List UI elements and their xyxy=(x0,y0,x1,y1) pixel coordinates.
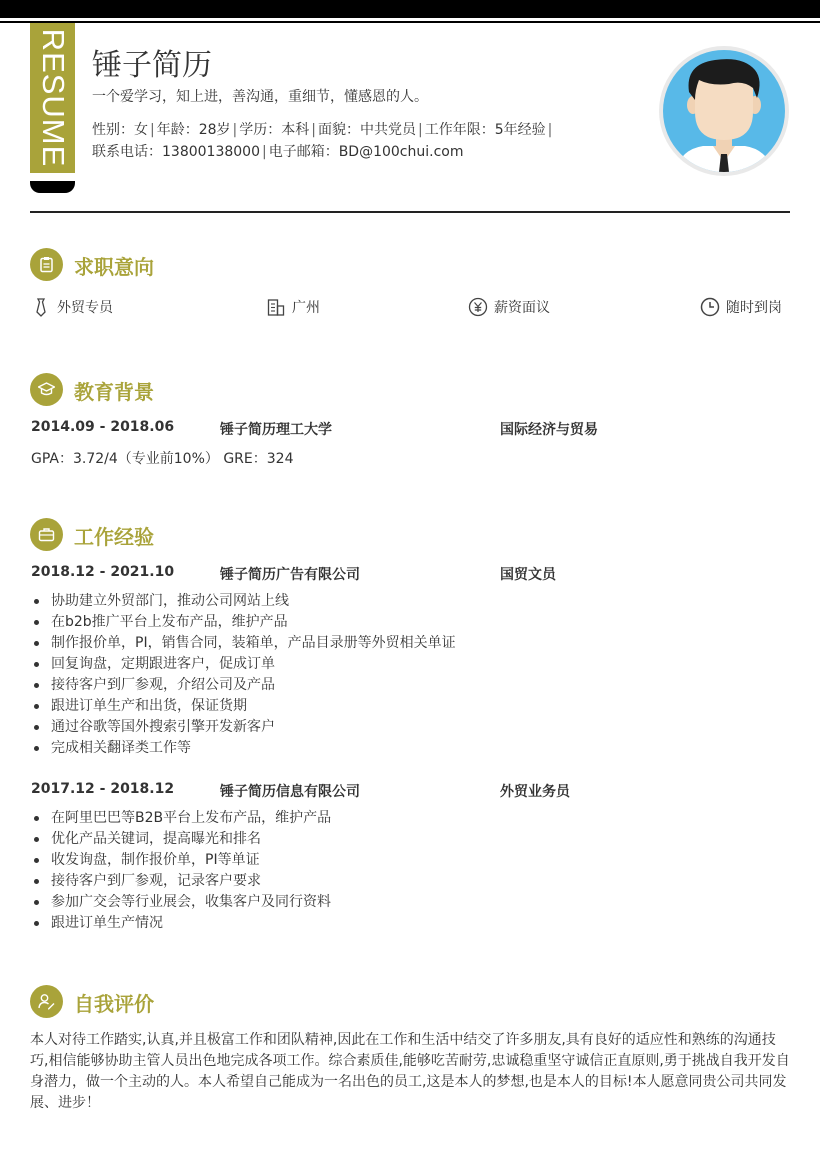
job-duties xyxy=(30,591,456,759)
list-item: 参加广交会等行业展会，收集客户及同行资料 xyxy=(30,892,331,913)
job-company: 锤子简历信息有限公司 xyxy=(220,784,360,800)
candidate-name: 锤子简历 xyxy=(92,48,212,83)
phone: 联系电话：13800138000 xyxy=(92,144,260,160)
briefcase-icon xyxy=(30,518,63,551)
intent-salary: 薪资面议 xyxy=(468,297,550,317)
list-item: 优化产品关键词，提高曝光和排名 xyxy=(30,829,331,850)
avatar xyxy=(659,46,789,176)
intent-city: 广州 xyxy=(266,297,320,317)
list-item: 制作报价单，PI，销售合同，装箱单，产品目录册等外贸相关单证 xyxy=(30,633,456,654)
job-date: 2018.12 - 2021.10 xyxy=(31,564,175,580)
clock-icon xyxy=(700,297,720,317)
list-item: 协助建立外贸部门，推动公司网站上线 xyxy=(30,591,456,612)
list-item: 在b2b推广平台上发布产品，维护产品 xyxy=(30,612,456,633)
top-rule xyxy=(0,21,820,23)
job-role: 外贸业务员 xyxy=(500,784,570,800)
resume-label: RESUME xyxy=(35,28,71,168)
yuan-icon xyxy=(468,297,488,317)
email: 电子邮箱：BD@100chui.com xyxy=(268,144,464,160)
list-item: 跟进订单生产和出货，保证货期 xyxy=(30,696,456,717)
job-date: 2017.12 - 2018.12 xyxy=(31,781,175,797)
list-item: 在阿里巴巴等B2B平台上发布产品，维护产品 xyxy=(30,808,331,829)
resume-tab xyxy=(30,23,75,173)
user-edit-icon xyxy=(30,985,63,1018)
list-item: 完成相关翻译类工作等 xyxy=(30,738,456,759)
graduation-cap-icon xyxy=(30,373,63,406)
list-item: 回复询盘，定期跟进客户，促成订单 xyxy=(30,654,456,675)
list-item: 接待客户到厂参观，介绍公司及产品 xyxy=(30,675,456,696)
resume-tab-cap xyxy=(30,181,75,193)
job-duties xyxy=(30,808,331,934)
job-company: 锤子简历广告有限公司 xyxy=(220,567,360,583)
list-item: 收发询盘，制作报价单，PI等单证 xyxy=(30,850,331,871)
list-item: 通过谷歌等国外搜索引擎开发新客户 xyxy=(30,717,456,738)
education-major: 国际经济与贸易 xyxy=(500,422,598,438)
political-status: 面貌：中共党员 xyxy=(317,122,416,138)
work-years: 工作年限：5年经验 xyxy=(424,122,546,138)
job-role: 国贸文员 xyxy=(500,567,556,583)
avatar-person-icon xyxy=(663,50,785,172)
section-label: 自我评价 xyxy=(74,992,154,1016)
self-evaluation-text: 本人对待工作踏实,认真,并且极富工作和团队精神,因此在工作和生活中结交了许多朋友,具有良好的适应性和熟练的沟通技巧,相信能够协助主管人员出色地完成各项工作。综合素质佳,能够吃苦耐劳,忠诚稳重坚守诚信正直原则,勇于挑战自我开发自身潜力，做一个主动的人。本人希望自己能成为一名出色的员工,这是本人的梦想,也是本人的目标!本人愿意同贵公司共同发展、进步！ xyxy=(30,1032,790,1111)
list-item: 跟进订单生产情况 xyxy=(30,913,331,934)
education-detail: GPA：3.72/4（专业前10%） GRE：324 xyxy=(31,451,294,467)
age: 年龄：28岁 xyxy=(156,122,231,138)
intent-position: 外贸专员 xyxy=(31,297,113,317)
tie-icon xyxy=(31,297,51,317)
basic-info-line2: 联系电话：13800138000 | 电子邮箱：BD@100chui.com xyxy=(92,144,464,160)
gender: 性别：女 xyxy=(92,122,148,138)
header-divider xyxy=(30,211,790,213)
education-date: 2014.09 - 2018.06 xyxy=(31,419,175,435)
basic-info-line1: 性别：女 | 年龄：28岁 | 学历：本科 | 面貌：中共党员 | 工作年限：5年经验 | xyxy=(92,122,553,138)
motto: 一个爱学习，知上进，善沟通，重细节，懂感恩的人。 xyxy=(92,89,428,105)
building-icon xyxy=(266,297,286,317)
education-level: 学历：本科 xyxy=(239,122,310,138)
list-item: 接待客户到厂参观，记录客户要求 xyxy=(30,871,331,892)
clipboard-icon xyxy=(30,248,63,281)
intent-availability: 随时到岗 xyxy=(700,297,782,317)
section-label: 教育背景 xyxy=(74,380,154,404)
section-label: 工作经验 xyxy=(74,525,154,549)
education-school: 锤子简历理工大学 xyxy=(220,422,332,438)
top-bar xyxy=(0,0,820,18)
section-label: 求职意向 xyxy=(74,255,154,279)
